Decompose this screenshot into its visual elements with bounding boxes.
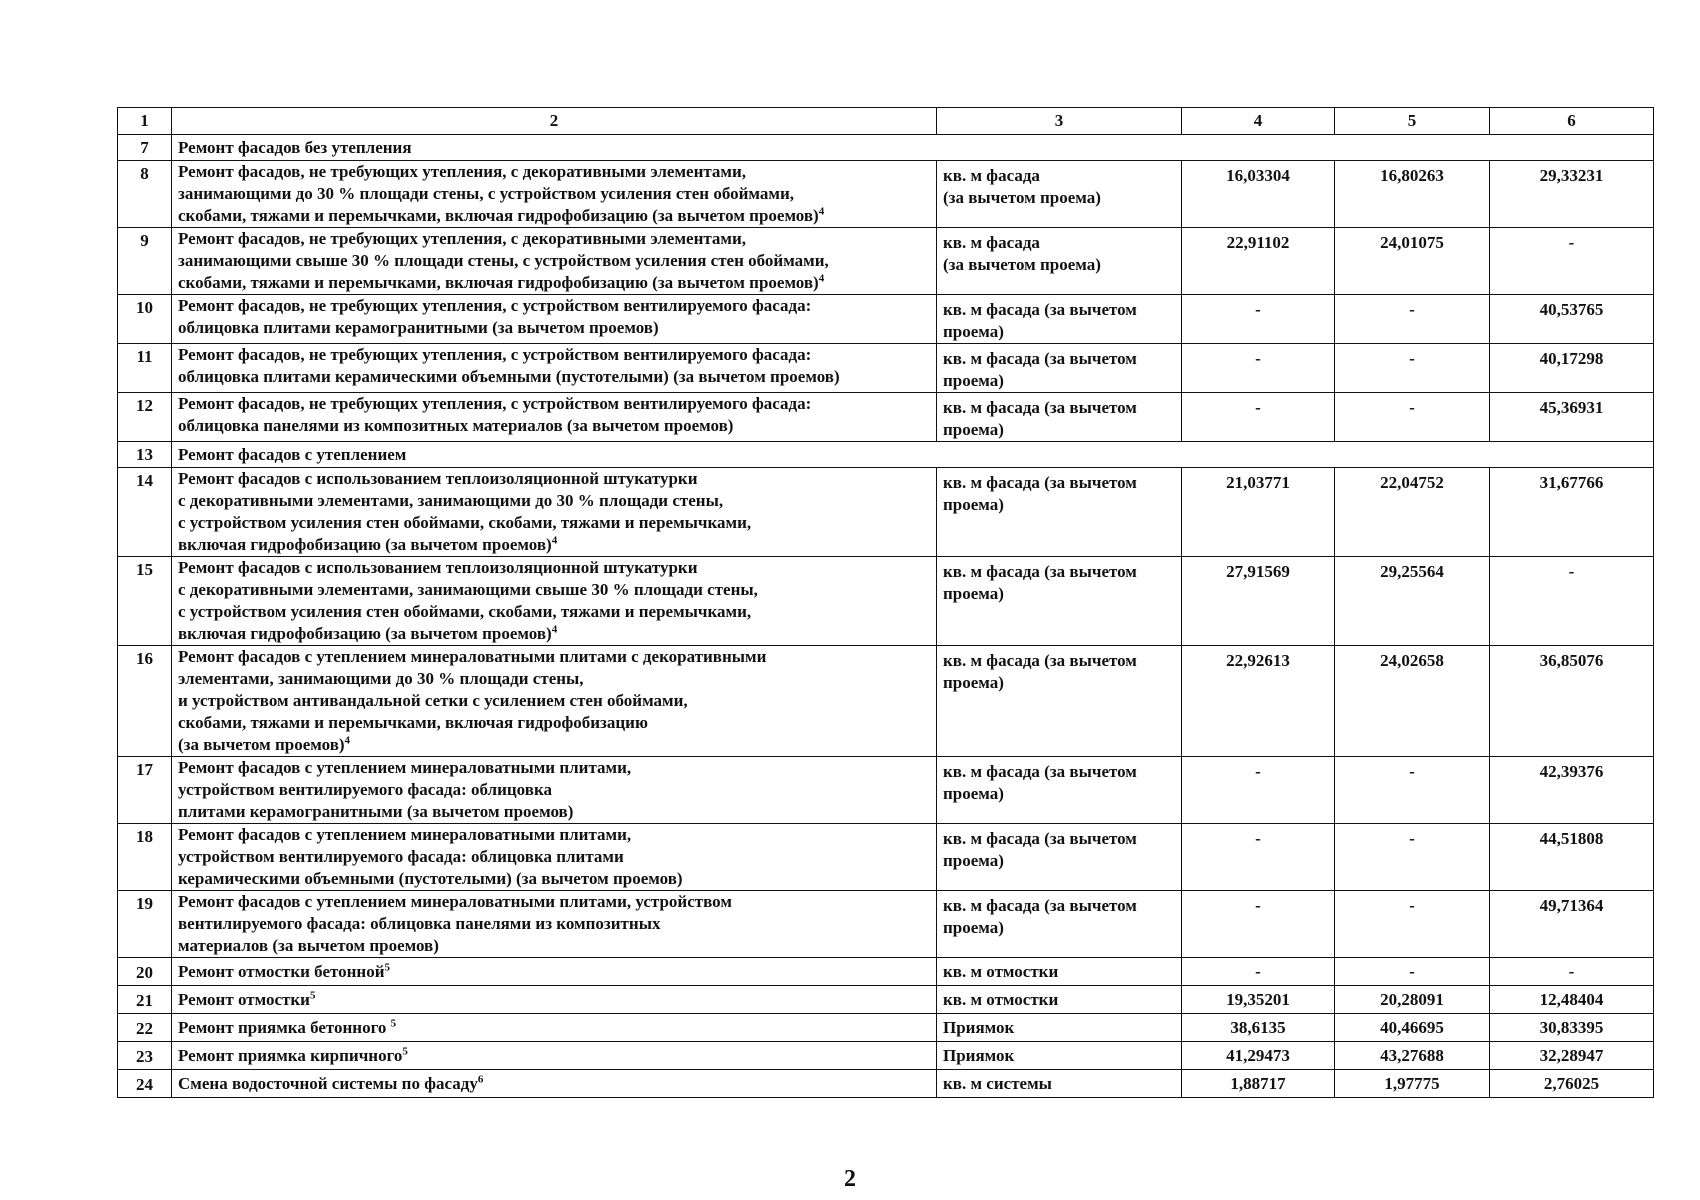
description-text: Смена водосточной системы по фасаду (178, 1073, 478, 1093)
work-description (172, 228, 937, 295)
value-col-4: - (1182, 344, 1335, 393)
unit-of-measure: кв. м фасада (за вычетом проема) (937, 646, 1182, 757)
row-number: 24 (118, 1070, 172, 1098)
value-col-6: 30,83395 (1490, 1014, 1654, 1042)
column-number: 4 (1182, 108, 1335, 135)
value-col-5: - (1335, 824, 1490, 891)
row-number: 17 (118, 757, 172, 824)
work-description (172, 1070, 937, 1098)
table-row (118, 228, 1654, 295)
section-title: Ремонт фасадов без утепления (172, 135, 1654, 161)
work-description (172, 1014, 937, 1042)
description-text: Ремонт фасадов, не требующих утепления, с устройством вентилируемого фасада: облицовка панелями из композитных материалов (за вычетом проемов) (178, 394, 812, 435)
work-description (172, 986, 937, 1014)
row-number: 9 (118, 228, 172, 295)
work-description (172, 646, 937, 757)
unit-of-measure: кв. м отмостки (937, 958, 1182, 986)
page-number: 2 (844, 1166, 856, 1192)
table-body (118, 108, 1654, 1098)
value-col-4: 27,91569 (1182, 557, 1335, 646)
table-row (118, 958, 1654, 986)
table-row (118, 468, 1654, 557)
row-number: 18 (118, 824, 172, 891)
value-col-6: - (1490, 958, 1654, 986)
value-col-6: 2,76025 (1490, 1070, 1654, 1098)
row-number: 10 (118, 295, 172, 344)
value-col-5: 1,97775 (1335, 1070, 1490, 1098)
footnote-mark: 4 (551, 534, 558, 547)
footnote-mark: 6 (477, 1072, 484, 1085)
row-number: 23 (118, 1042, 172, 1070)
table-row (118, 986, 1654, 1014)
unit-of-measure: кв. м фасада (за вычетом проема) (937, 557, 1182, 646)
table-row (118, 1042, 1654, 1070)
work-description (172, 468, 937, 557)
table-row (118, 1070, 1654, 1098)
value-col-4: 1,88717 (1182, 1070, 1335, 1098)
description-text: Ремонт отмостки бетонной (178, 961, 385, 981)
unit-of-measure: кв. м фасада (за вычетом проема) (937, 824, 1182, 891)
footnote-mark: 5 (384, 960, 391, 973)
description-text: Ремонт фасадов с утеплением минераловатными плитами, устройством вентилируемого фасада: облицовка плитами керамическими объемными (пустотелыми) (за вычетом проемов) (178, 825, 683, 888)
description-text: Ремонт фасадов с утеплением минераловатными плитами с декоративными элементами, занимающими до 30 % площади стены, и устройством антивандальной сетки с усилением стен обоймами, скобами, тяжами и перемычками, включая гидрофобизацию (за вычетом проемов) (178, 647, 767, 754)
table-row (118, 1014, 1654, 1042)
description-text: Ремонт приямка кирпичного (178, 1045, 403, 1065)
column-number: 6 (1490, 108, 1654, 135)
work-description (172, 557, 937, 646)
description-text: Ремонт фасадов, не требующих утепления, с декоративными элементами, занимающими свыше 30 % площади стены, с устройством усиления стен обоймами, скобами, тяжами и перемычками, включая гидрофобизацию (за вычетом проемов) (178, 229, 829, 292)
table-row (118, 824, 1654, 891)
value-col-6: 40,53765 (1490, 295, 1654, 344)
value-col-5: 24,01075 (1335, 228, 1490, 295)
row-number: 22 (118, 1014, 172, 1042)
value-col-6: 32,28947 (1490, 1042, 1654, 1070)
column-number: 1 (118, 108, 172, 135)
value-col-4: - (1182, 393, 1335, 442)
unit-of-measure: кв. м системы (937, 1070, 1182, 1098)
description-text: Ремонт фасадов, не требующих утепления, с декоративными элементами, занимающими до 30 % площади стены, с устройством усиления стен обоймами, скобами, тяжами и перемычками, включая гидрофобизацию (за вычетом проемов) (178, 162, 819, 225)
value-col-5: 40,46695 (1335, 1014, 1490, 1042)
value-col-4: - (1182, 891, 1335, 958)
value-col-6: 36,85076 (1490, 646, 1654, 757)
work-description (172, 344, 937, 393)
table-row (118, 344, 1654, 393)
footnote-mark: 4 (551, 623, 558, 636)
unit-of-measure: кв. м фасада (за вычетом проема) (937, 757, 1182, 824)
value-col-5: 16,80263 (1335, 161, 1490, 228)
value-col-5: 29,25564 (1335, 557, 1490, 646)
work-description (172, 757, 937, 824)
row-number: 20 (118, 958, 172, 986)
table-row (118, 557, 1654, 646)
value-col-6: 49,71364 (1490, 891, 1654, 958)
work-description (172, 891, 937, 958)
row-number: 13 (118, 442, 172, 468)
value-col-6: 42,39376 (1490, 757, 1654, 824)
work-description (172, 393, 937, 442)
value-col-5: 24,02658 (1335, 646, 1490, 757)
value-col-6: 40,17298 (1490, 344, 1654, 393)
unit-of-measure: Приямок (937, 1014, 1182, 1042)
footnote-mark: 5 (309, 988, 316, 1001)
description-text: Ремонт фасадов с утеплением минераловатными плитами, устройством вентилируемого фасада: облицовка плитами керамогранитными (за вычетом проемов) (178, 758, 632, 821)
value-col-6: 12,48404 (1490, 986, 1654, 1014)
table-row (118, 757, 1654, 824)
table-row (118, 161, 1654, 228)
work-description (172, 1042, 937, 1070)
value-col-5: 20,28091 (1335, 986, 1490, 1014)
value-col-4: - (1182, 757, 1335, 824)
row-number: 15 (118, 557, 172, 646)
unit-of-measure: кв. м фасада (за вычетом проема) (937, 228, 1182, 295)
work-description (172, 958, 937, 986)
value-col-4: - (1182, 958, 1335, 986)
value-col-6: - (1490, 557, 1654, 646)
row-number: 8 (118, 161, 172, 228)
column-number: 5 (1335, 108, 1490, 135)
value-col-6: 31,67766 (1490, 468, 1654, 557)
value-col-6: 29,33231 (1490, 161, 1654, 228)
section-title: Ремонт фасадов с утеплением (172, 442, 1654, 468)
value-col-4: - (1182, 295, 1335, 344)
unit-of-measure: кв. м фасада (за вычетом проема) (937, 393, 1182, 442)
description-text: Ремонт фасадов с утеплением минераловатными плитами, устройством вентилируемого фасада: облицовка панелями из композитных материалов (за вычетом проемов) (178, 892, 732, 955)
description-text: Ремонт отмостки (178, 989, 310, 1009)
value-col-4: 19,35201 (1182, 986, 1335, 1014)
footnote-mark: 5 (402, 1044, 408, 1057)
value-col-4: 38,6135 (1182, 1014, 1335, 1042)
description-text: Ремонт фасадов с использованием теплоизоляционной штукатурки с декоративными элементами, занимающими свыше 30 % площади стены, с устройством усиления стен обоймами, скобами, тяжами и перемычками, включая гидрофобизацию (за вычетом проемов) (178, 558, 758, 643)
value-col-6: 44,51808 (1490, 824, 1654, 891)
unit-of-measure: кв. м фасада (за вычетом проема) (937, 891, 1182, 958)
work-description (172, 161, 937, 228)
value-col-6: 45,36931 (1490, 393, 1654, 442)
column-number: 2 (172, 108, 937, 135)
footnote-mark: 5 (390, 1016, 397, 1029)
value-col-5: - (1335, 958, 1490, 986)
unit-of-measure: Приямок (937, 1042, 1182, 1070)
table-row (118, 646, 1654, 757)
value-col-4: - (1182, 824, 1335, 891)
value-col-5: - (1335, 891, 1490, 958)
value-col-6: - (1490, 228, 1654, 295)
value-col-4: 22,91102 (1182, 228, 1335, 295)
description-text: Ремонт фасадов, не требующих утепления, с устройством вентилируемого фасада: облицовка плитами керамическими объемными (пустотелыми) (за вычетом проемов) (178, 345, 840, 386)
table-row (118, 295, 1654, 344)
row-number: 16 (118, 646, 172, 757)
value-col-5: - (1335, 393, 1490, 442)
row-number: 12 (118, 393, 172, 442)
value-col-4: 16,03304 (1182, 161, 1335, 228)
value-col-5: 22,04752 (1335, 468, 1490, 557)
value-col-4: 22,92613 (1182, 646, 1335, 757)
unit-of-measure: кв. м фасада (за вычетом проема) (937, 295, 1182, 344)
footnote-mark: 4 (344, 734, 351, 747)
value-col-5: 43,27688 (1335, 1042, 1490, 1070)
row-number: 14 (118, 468, 172, 557)
description-text: Ремонт приямка бетонного (178, 1017, 391, 1037)
value-col-5: - (1335, 344, 1490, 393)
footnote-mark: 4 (818, 205, 825, 218)
row-number: 7 (118, 135, 172, 161)
value-col-5: - (1335, 295, 1490, 344)
row-number: 19 (118, 891, 172, 958)
column-number-row (118, 108, 1654, 135)
work-description (172, 295, 937, 344)
table-row (118, 393, 1654, 442)
work-description (172, 824, 937, 891)
description-text: Ремонт фасадов, не требующих утепления, с устройством вентилируемого фасада: облицовка плитами керамогранитными (за вычетом проемов) (178, 296, 812, 337)
footnote-mark: 4 (818, 272, 825, 285)
column-number: 3 (937, 108, 1182, 135)
unit-of-measure: кв. м фасада (за вычетом проема) (937, 468, 1182, 557)
value-col-4: 21,03771 (1182, 468, 1335, 557)
table-row (118, 891, 1654, 958)
value-col-5: - (1335, 757, 1490, 824)
unit-of-measure: кв. м фасада (за вычетом проема) (937, 161, 1182, 228)
description-text: Ремонт фасадов с использованием теплоизоляционной штукатурки с декоративными элементами, занимающими до 30 % площади стены, с устройством усиления стен обоймами, скобами, тяжами и перемычками, включая гидрофобизацию (за вычетом проемов) (178, 469, 752, 554)
section-row (118, 442, 1654, 468)
section-row (118, 135, 1654, 161)
row-number: 11 (118, 344, 172, 393)
rates-table (117, 107, 1654, 1098)
value-col-4: 41,29473 (1182, 1042, 1335, 1070)
row-number: 21 (118, 986, 172, 1014)
unit-of-measure: кв. м отмостки (937, 986, 1182, 1014)
unit-of-measure: кв. м фасада (за вычетом проема) (937, 344, 1182, 393)
